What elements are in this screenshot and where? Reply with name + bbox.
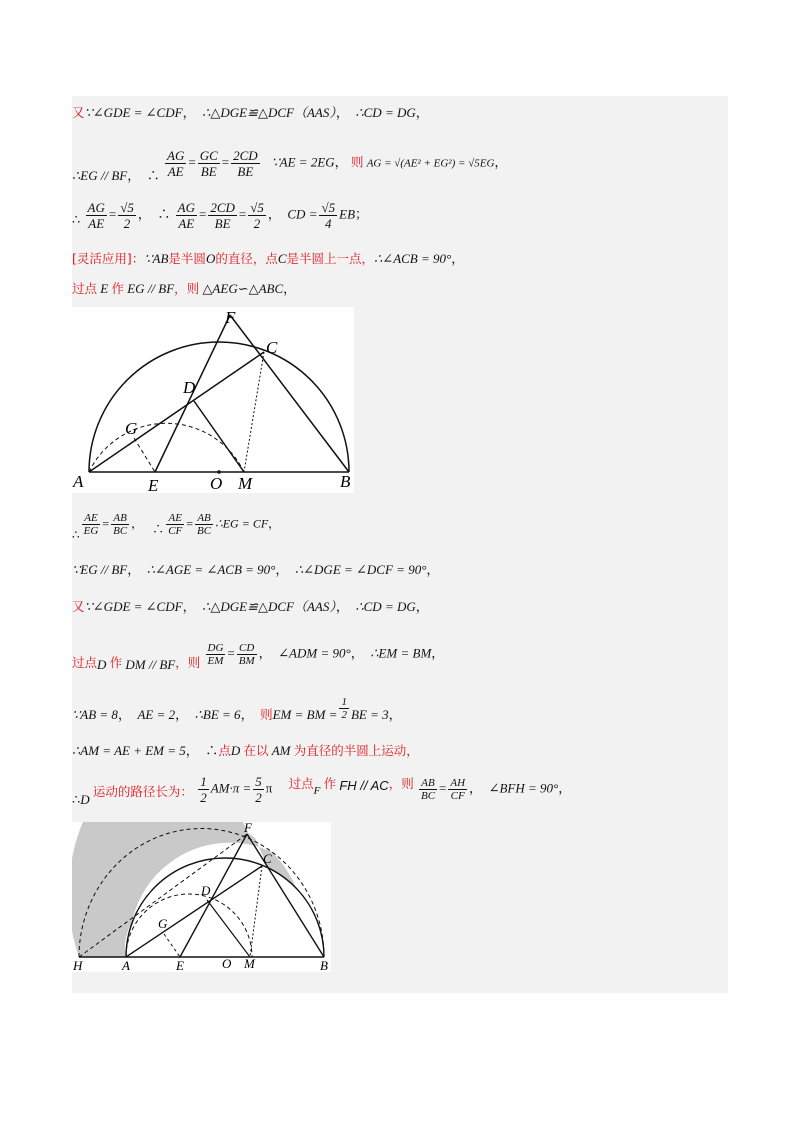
math-ab-8: ∵AB = 8 xyxy=(72,707,118,723)
text: ，则 xyxy=(388,776,414,792)
sep: ， xyxy=(451,251,465,266)
math-c: C xyxy=(277,251,287,266)
fraction xyxy=(165,148,186,179)
label-g: G xyxy=(125,419,138,438)
numerator: DG xyxy=(207,642,224,654)
geometry-diagram-1 xyxy=(72,307,354,493)
therefore-symbol: ∴ xyxy=(72,212,81,228)
equals: = xyxy=(227,645,235,661)
line-2 xyxy=(72,148,508,184)
therefore-symbol: ∴ xyxy=(157,206,171,222)
math-eg-bf: ∵EG // BF xyxy=(72,562,128,577)
numerator: GC xyxy=(199,148,218,163)
denominator: BC xyxy=(197,525,212,537)
denominator: AE xyxy=(88,216,105,231)
numerator: 1 xyxy=(200,774,207,789)
denominator: BC xyxy=(420,790,436,802)
numerator: √5 xyxy=(321,200,336,215)
label-f: F xyxy=(244,822,252,835)
math-am-pi: AM·π = xyxy=(210,780,252,796)
math-similar: △AEG∽△ABC xyxy=(202,281,284,296)
figure-2 xyxy=(72,822,331,972)
fraction xyxy=(86,200,107,231)
numerator: 2CD xyxy=(210,200,235,215)
sep: ， xyxy=(185,743,199,758)
denominator: EM xyxy=(207,655,224,667)
denominator: CF xyxy=(168,525,183,537)
sep: ， xyxy=(426,562,440,577)
line-4 xyxy=(72,250,464,268)
fraction xyxy=(448,777,467,802)
sep: ， xyxy=(415,599,429,614)
fraction xyxy=(176,200,197,231)
sep: ， xyxy=(268,516,281,531)
math-congruent: ∴△DGE≌△DCF（AAS） xyxy=(202,599,336,614)
denominator: BE xyxy=(214,216,231,231)
numerator: AG xyxy=(87,200,105,215)
math-angle-dge: ∴∠DGE = ∠DCF = 90° xyxy=(294,562,427,577)
equals: = xyxy=(102,516,110,531)
sep: ， xyxy=(335,105,349,120)
label-b: B xyxy=(320,958,328,972)
text: ，则 xyxy=(174,281,200,296)
line-6 xyxy=(72,512,281,543)
math-d: D xyxy=(80,792,90,808)
sep: ， xyxy=(182,105,196,120)
text: 过点 xyxy=(72,655,98,671)
fraction xyxy=(231,148,260,179)
text: 运动的路径长为： xyxy=(92,784,193,800)
sep: ， xyxy=(267,206,281,222)
math-eb: EB xyxy=(339,206,356,222)
math-o: O xyxy=(205,251,216,266)
math-ae-2eg: ∵AE = 2EG xyxy=(271,154,335,170)
sep: ， xyxy=(415,105,429,120)
text: 则 xyxy=(260,707,273,723)
denominator: 4 xyxy=(325,216,332,231)
numerator: AE xyxy=(166,512,184,525)
text: 作 xyxy=(111,281,124,296)
math-be-3: BE = 3 xyxy=(350,707,389,723)
sep: ， xyxy=(283,281,297,296)
fraction xyxy=(166,512,184,537)
segment-cm xyxy=(244,352,264,472)
label-c: C xyxy=(266,338,278,357)
numerator: 5 xyxy=(255,774,262,789)
denominator: 2 xyxy=(341,709,347,721)
sep: ， xyxy=(558,780,572,796)
text: 为直径的半圆上运动， xyxy=(293,743,419,758)
equals: = xyxy=(186,516,194,531)
fraction xyxy=(195,512,213,537)
fraction xyxy=(253,774,264,805)
equals: = xyxy=(221,154,230,170)
label-c: C xyxy=(263,851,272,866)
text: 在以 xyxy=(243,743,269,758)
math-eg-parallel: ∴EG // BF xyxy=(72,168,128,184)
sep: ， xyxy=(350,645,364,661)
text-ze: 则 xyxy=(350,154,364,170)
math-d: D xyxy=(230,743,241,758)
fraction xyxy=(237,642,257,667)
math-angle-eq: ∵∠GDE = ∠CDF xyxy=(84,599,183,614)
math-angle-age: ∴∠AGE = ∠ACB = 90° xyxy=(146,562,276,577)
fraction xyxy=(339,696,349,721)
numerator: AB xyxy=(195,512,213,525)
fraction xyxy=(82,512,101,537)
numerator: AB xyxy=(111,512,129,525)
segment-ef xyxy=(180,834,247,957)
label-e: E xyxy=(148,476,159,493)
equals: = xyxy=(439,780,447,796)
denominator: AE xyxy=(167,164,184,179)
fraction xyxy=(111,512,129,537)
label-m: M xyxy=(238,474,253,493)
line-5 xyxy=(72,280,296,298)
line-11 xyxy=(72,742,419,760)
sep: ， xyxy=(175,707,189,723)
geometry-diagram-2 xyxy=(72,822,331,972)
numerator: 1 xyxy=(341,696,347,708)
equals: = xyxy=(108,206,117,222)
math-angle-bfh: ∠BFH = 90° xyxy=(488,780,559,796)
denominator: BE xyxy=(200,164,217,179)
math-fh-ac: FH // AC xyxy=(339,778,389,794)
fraction xyxy=(198,774,209,805)
text: 过点 xyxy=(72,281,98,296)
text: ，则 xyxy=(175,655,201,671)
math-congruent: ∴△DGE≌△DCF（AAS） xyxy=(202,105,336,120)
numerator: AB xyxy=(419,777,437,790)
fraction xyxy=(319,200,337,231)
dashed-semicircle xyxy=(126,894,252,957)
therefore-symbol: ∴ xyxy=(205,743,219,758)
equals: = xyxy=(238,206,247,222)
line-1 xyxy=(72,104,429,122)
equals: = xyxy=(188,154,196,170)
denominator: BE xyxy=(237,164,254,179)
line-3 xyxy=(72,200,368,231)
sep: ， xyxy=(258,645,272,661)
denominator: 2 xyxy=(253,216,261,231)
math-ag-sqrt: AG = √(AE² + EG²) = √5EG xyxy=(366,157,495,170)
label-d: D xyxy=(201,883,211,898)
shaded-region xyxy=(72,822,297,957)
label-o: O xyxy=(210,474,223,493)
denominator: 2 xyxy=(200,790,207,805)
segment-dm xyxy=(194,401,244,472)
sep: ， xyxy=(469,780,483,796)
denominator: BM xyxy=(238,655,255,667)
numerator: CD xyxy=(237,642,257,655)
therefore-symbol: ∴ xyxy=(146,168,160,184)
sep: ， xyxy=(335,599,349,614)
math-angle-adm: ∠ADM = 90° xyxy=(278,645,351,661)
math-cd: CD = xyxy=(287,206,318,222)
sep: ， xyxy=(182,599,196,614)
sep: ， xyxy=(388,707,402,723)
math-ae-2: AE = 2 xyxy=(137,707,176,723)
segment-cm xyxy=(250,866,262,957)
line-12 xyxy=(72,774,572,808)
math-d: D xyxy=(97,657,107,673)
fraction xyxy=(208,200,237,231)
numerator: √5 xyxy=(250,200,264,215)
text: 是半圆 xyxy=(168,251,206,266)
line-8 xyxy=(72,598,429,616)
line-7 xyxy=(72,561,439,579)
math-be-6: ∴BE = 6 xyxy=(194,707,241,723)
label-b: B xyxy=(340,472,351,491)
equals: = xyxy=(198,206,207,222)
label-a: A xyxy=(122,958,130,972)
numerator: AG xyxy=(167,148,185,163)
numerator: √5 xyxy=(120,200,134,215)
text: 作 xyxy=(109,655,123,671)
line-10 xyxy=(72,696,402,721)
math-f: F xyxy=(313,785,321,798)
sep: ， xyxy=(127,168,141,184)
math-eg-cf: ∴EG = CF xyxy=(215,516,269,531)
label-o: O xyxy=(222,956,232,971)
segment-ge xyxy=(164,934,180,957)
denominator: 2 xyxy=(123,216,131,231)
denominator: BC xyxy=(113,525,128,537)
math-pi: π xyxy=(265,780,273,796)
therefore-symbol: ∴ xyxy=(72,792,81,808)
sep: ， xyxy=(131,516,144,531)
sep: ， xyxy=(240,707,254,723)
math-cd-dg: ∴CD = DG xyxy=(355,599,416,614)
text: 点 xyxy=(218,743,231,758)
denominator: 2 xyxy=(255,790,262,805)
text-you: 又 xyxy=(72,599,85,614)
math-ab: ∵AB xyxy=(144,251,169,266)
line-9 xyxy=(72,642,445,673)
text: 是半圆上一点， xyxy=(286,251,375,266)
fraction xyxy=(248,200,266,231)
math-em-bm: ∴EM = BM xyxy=(370,645,432,661)
semicircle xyxy=(89,342,349,472)
therefore-symbol: ∴ xyxy=(72,528,80,543)
denominator: CF xyxy=(450,790,465,802)
fraction xyxy=(198,148,220,179)
denominator: EG xyxy=(83,525,99,537)
denominator: AE xyxy=(178,216,195,231)
math-angle-acb: ∴∠ACB = 90° xyxy=(374,251,452,266)
sep: ， xyxy=(127,562,141,577)
segment-ac xyxy=(89,352,264,472)
label-f: F xyxy=(225,308,236,327)
therefore-symbol: ∴ xyxy=(152,522,165,537)
fraction xyxy=(206,642,226,667)
sep: ， xyxy=(494,154,508,170)
label-e: E xyxy=(176,958,184,972)
label-h: H xyxy=(73,958,83,972)
label-a: A xyxy=(73,472,84,491)
label-m: M xyxy=(244,956,255,971)
math-cd-dg: ∴CD = DG xyxy=(355,105,416,120)
figure-1 xyxy=(72,307,354,493)
text: 的直径，点 xyxy=(215,251,278,266)
section-heading: [灵活应用]： xyxy=(72,251,145,266)
sep: ， xyxy=(334,154,348,170)
math-am: AM xyxy=(271,743,291,758)
text-you: 又 xyxy=(72,105,85,120)
math-am-5: ∴AM = AE + EM = 5 xyxy=(72,743,186,758)
numerator: AE xyxy=(82,512,101,525)
math-e: E xyxy=(100,281,109,296)
math-eg-bf: EG // BF xyxy=(127,281,175,296)
numerator: AH xyxy=(450,777,466,789)
fraction xyxy=(419,777,437,802)
math-angle-eq: ∵∠GDE = ∠CDF xyxy=(84,105,183,120)
label-g: G xyxy=(158,916,168,931)
math-em-bm: EM = BM = xyxy=(272,707,338,723)
label-d: D xyxy=(183,378,196,397)
numerator: 2CD xyxy=(233,148,258,163)
fraction xyxy=(118,200,136,231)
sep: ； xyxy=(355,206,369,222)
text: 过点 xyxy=(288,776,314,792)
segment-ge xyxy=(134,438,155,472)
sep: ， xyxy=(117,707,131,723)
sep: ， xyxy=(275,562,289,577)
sep: ， xyxy=(431,645,445,661)
math-dm-bf: DM // BF xyxy=(125,657,176,673)
sep: ， xyxy=(137,206,151,222)
text: 作 xyxy=(323,776,337,792)
numerator: AG xyxy=(177,200,195,215)
